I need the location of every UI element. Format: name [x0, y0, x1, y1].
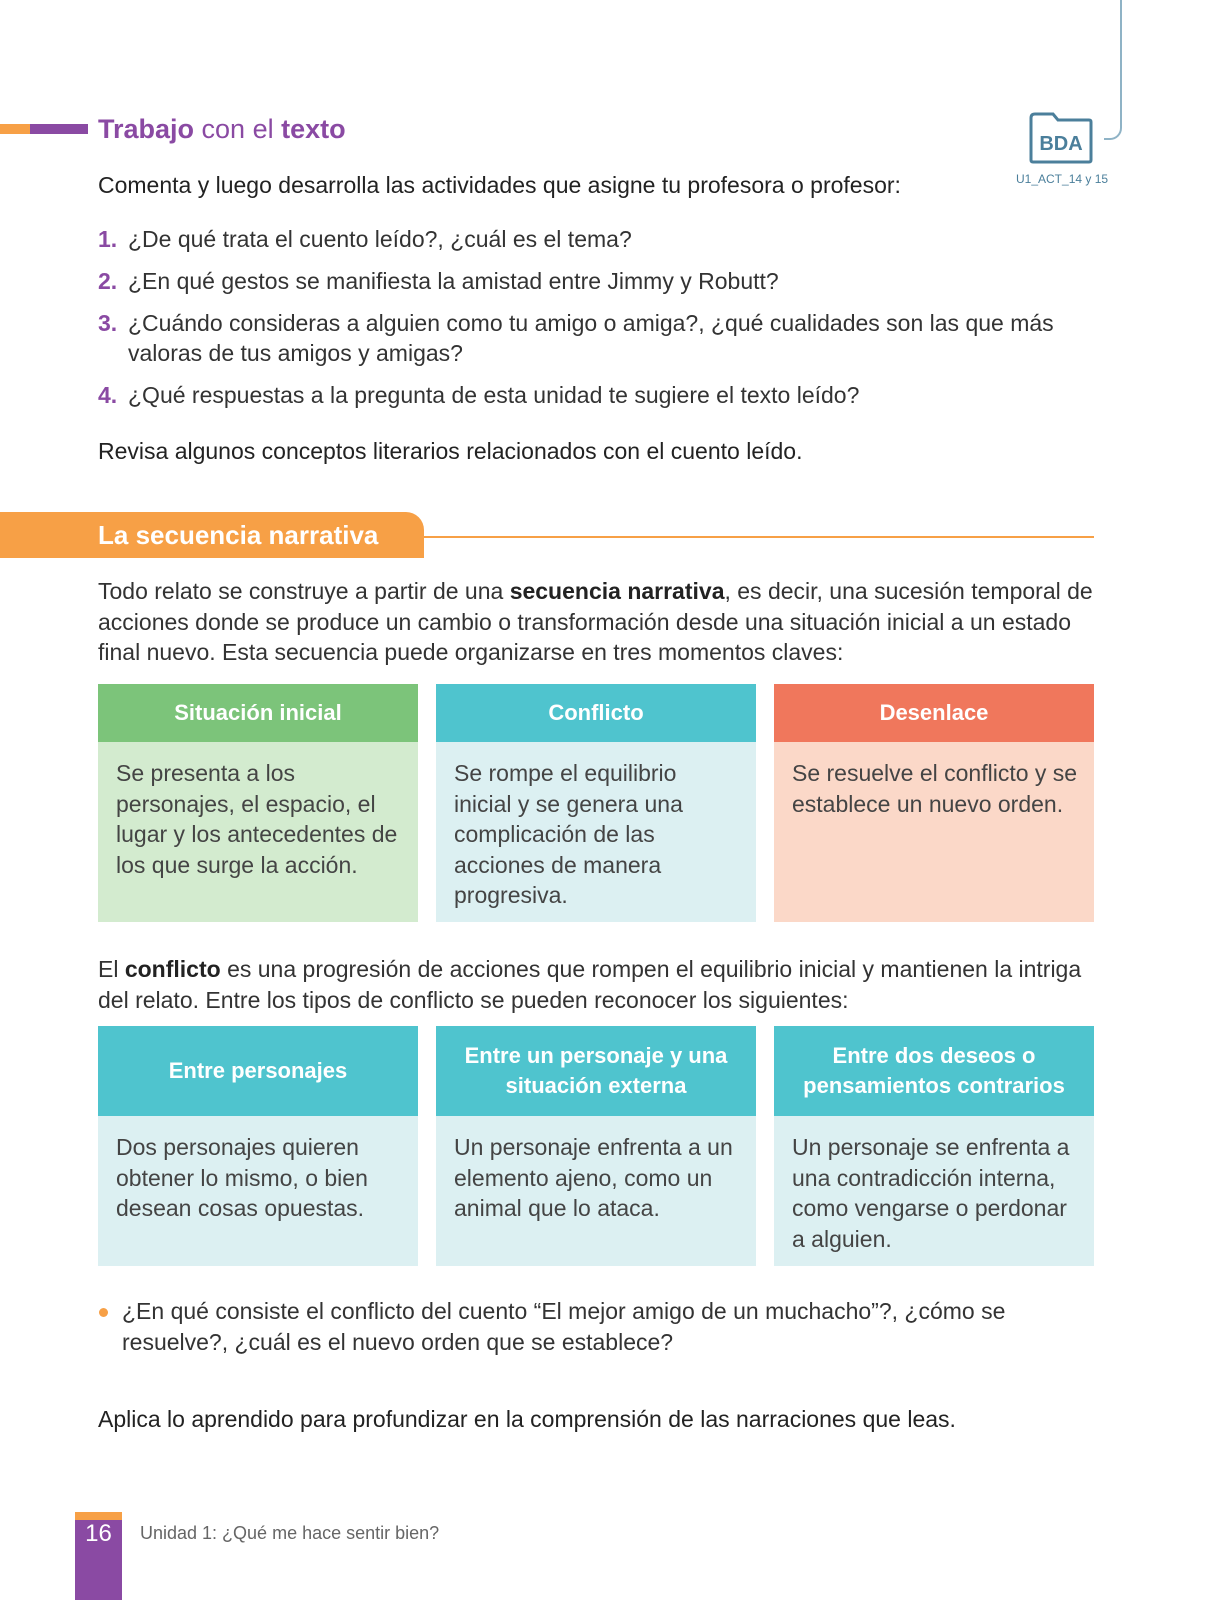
question-number: 1.: [98, 226, 118, 252]
question-number: 4.: [98, 382, 118, 408]
card-title: Desenlace: [774, 684, 1094, 742]
card-title: Entre dos deseos o pensamientos contrarios: [774, 1026, 1094, 1116]
para-bold: secuencia narrativa: [509, 578, 725, 604]
intro-text: Comenta y luego desarrolla las actividades que asigne tu profesora o profesor:: [98, 172, 901, 198]
bda-folder-icon[interactable]: [1028, 110, 1094, 164]
card-conflicto: [436, 684, 756, 922]
question-list: [98, 224, 1098, 422]
para-text: es una progresión de acciones que rompen el equilibrio inicial y mantienen la intriga del relato. Entre los tipos de conflicto se pueden reconocer los siguientes:: [98, 956, 1082, 1013]
card-entre-personajes: [98, 1026, 418, 1266]
paragraph-narrative: [98, 576, 1098, 668]
footer-unit-text: Unidad 1: ¿Qué me hace sentir bien?: [140, 1523, 440, 1543]
card-body: Un personaje se enfrenta a una contradicción interna, como vengarse o perdonar a alguien.: [774, 1116, 1094, 1266]
bda-label: BDA: [1039, 133, 1083, 155]
heading-word-3: texto: [281, 114, 346, 144]
card-title: Entre un personaje y una situación externa: [436, 1026, 756, 1116]
question-text: ¿Cuándo consideras a alguien como tu amigo o amiga?, ¿qué cualidades son las que más valoras de tus amigos y amigas?: [128, 310, 1054, 366]
list-item: [98, 380, 1098, 410]
bda-code: U1_ACT_14 y 15: [1016, 172, 1109, 186]
list-item: [98, 308, 1088, 368]
question-text: ¿En qué gestos se manifiesta la amistad entre Jimmy y Robutt?: [128, 268, 779, 294]
aplica-text: Aplica lo aprendido para profundizar en la comprensión de las narraciones que leas.: [98, 1406, 956, 1432]
para-bold: conflicto: [124, 956, 221, 982]
section-heading: [98, 114, 346, 145]
card-body: Un personaje enfrenta a un elemento ajeno, como un animal que lo ataca.: [436, 1116, 756, 1266]
section-divider: [424, 536, 1094, 538]
footer-accent: [75, 1512, 122, 1520]
revisa-text: Revisa algunos conceptos literarios relacionados con el cuento leído.: [98, 438, 803, 464]
header-accent-orange: [0, 124, 30, 134]
question-number: 2.: [98, 268, 118, 294]
card-body: Se resuelve el conflicto y se establece un nuevo orden.: [774, 742, 1094, 922]
card-body: Se presenta a los personajes, el espacio, el lugar y los antecedentes de los que surge la acción.: [98, 742, 418, 922]
question-text: ¿Qué respuestas a la pregunta de esta unidad te sugiere el texto leído?: [128, 382, 860, 408]
list-item: [98, 224, 1098, 254]
para-text: Todo relato se construye a partir de una: [98, 578, 510, 604]
bullet-question: ¿En qué consiste el conflicto del cuento “El mejor amigo de un muchacho”?, ¿cómo se resuelve?, ¿cuál es el nuevo orden que se establece?: [122, 1298, 1006, 1355]
card-title: Situación inicial: [98, 684, 418, 742]
card-situacion-inicial: [98, 684, 418, 922]
card-personaje-situacion: [436, 1026, 756, 1266]
para-text: , es decir, una sucesión temporal de acciones donde se produce un cambio o transformación desde una situación inicial a un estado final nuevo. Esta secuencia puede organizarse en tres momentos claves:: [98, 578, 1093, 665]
page-number: 16: [85, 1520, 112, 1547]
card-title: Conflicto: [436, 684, 756, 742]
heading-word-2: con el: [194, 114, 282, 144]
question-text: ¿De qué trata el cuento leído?, ¿cuál es el tema?: [128, 226, 632, 252]
card-title: Entre personajes: [98, 1026, 418, 1116]
card-deseos-contrarios: [774, 1026, 1094, 1266]
para-text: El: [98, 956, 125, 982]
card-desenlace: [774, 684, 1094, 922]
bullet-dot: [99, 1308, 108, 1317]
section-title: La secuencia narrativa: [98, 520, 379, 550]
card-body: Se rompe el equilibrio inicial y se genera una complicación de las acciones de manera progresiva.: [436, 742, 756, 922]
card-body: Dos personajes quieren obtener lo mismo, o bien desean cosas opuestas.: [98, 1116, 418, 1266]
header-accent-purple: [30, 124, 88, 134]
list-item: [98, 266, 1098, 296]
question-number: 3.: [98, 310, 118, 336]
paragraph-conflicto: [98, 954, 1098, 1015]
heading-word-1: Trabajo: [98, 114, 195, 144]
bda-connector-line: [1104, 0, 1122, 140]
